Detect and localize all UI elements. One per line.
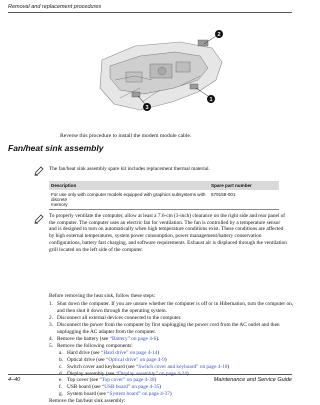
callout-1: [207, 95, 215, 103]
callout-3: [143, 103, 151, 111]
optical-drive-link[interactable]: “Optical drive” on page 4-9: [105, 356, 165, 363]
sub-list-item: b. Optical drive (see “Optical drive” on page 4-9): [59, 356, 167, 363]
ventilation-note: To properly ventilate the computer, allow at least a 7.6-cm (3-inch) clearance on the right side and rear panel of the computer. The computer uses an electric fan for ventilation. The fan is controlled by a temperature sensor and is designed to turn on automatically when high temperature conditions exist. These conditions are affected by high external temperatures, system power consumption, power management/battery conservation configurations, battery fast charging, and software requirements. Exhaust air is displaced through the ventilation grill located on the left side of the computer.: [49, 213, 287, 253]
before-removing-text: Before removing the heat sink, follow these steps:: [49, 293, 156, 299]
system-board-link[interactable]: “System board” on page 4-37: [107, 391, 170, 398]
usb-board-link[interactable]: “USB board” on page 4-35: [101, 384, 160, 391]
svg-text:2: 2: [217, 32, 221, 38]
table-cell-description: For use only with computer models equipped with graphics subsystems with discrete memory: [51, 192, 206, 207]
system-board-illustration: [80, 18, 230, 130]
top-cover-link[interactable]: “Top cover” on page 4-30: [99, 377, 155, 384]
list-item-continuation: unplugging the AC adapter from the computer.: [57, 328, 157, 335]
table-cell-part-number: 579158-001: [211, 192, 236, 197]
sub-list-item: d. Display assembly (see “Display assembly” on page 4-24): [59, 370, 189, 377]
sub-list-item: g. System board (see “System board” on page 4-37): [59, 391, 172, 398]
svg-text:1: 1: [209, 97, 213, 103]
page-number: 4–40: [8, 377, 21, 383]
spare-parts-table: [49, 181, 279, 210]
section-title: Fan/heat sink assembly: [8, 143, 104, 153]
note-pencil-icon: [34, 163, 44, 181]
list-item: 1. Shut down the computer. If you are unsure whether the computer is off or in Hibernation, turn the computer on,: [49, 301, 294, 307]
list-item: 5. Remove the following components:: [49, 342, 133, 349]
sub-list-item: c. Switch cover and keyboard (see “Switch cover and keyboard” on page 4-18): [59, 363, 230, 370]
list-item: 2. Disconnect all external devices connected to the computer.: [49, 314, 182, 321]
battery-link[interactable]: “Battery” on page 4-6: [109, 335, 157, 342]
switch-cover-keyboard-link[interactable]: “Switch cover and keyboard” on page 4-18: [135, 363, 228, 370]
list-item-continuation: and then shut it down through the operating system.: [57, 307, 167, 314]
sub-list-item: e. Top cover (see “Top cover” on page 4-30): [59, 377, 157, 384]
sub-list-item: a. Hard drive (see “Hard drive” on page 4-14): [59, 349, 160, 356]
running-header: Removal and replacement procedures: [8, 4, 102, 10]
column-header-spare-part: Spare part number: [211, 183, 252, 188]
note-pencil-icon: [34, 211, 44, 229]
display-assembly-link[interactable]: “Display assembly” on page 4-24: [115, 370, 187, 377]
header-rule: [8, 12, 292, 13]
note-text: The fan/heat sink assembly spare kit includes replacement thermal material.: [49, 166, 210, 172]
list-item: 4. Remove the battery (see “Battery” on page 4-6).: [49, 335, 160, 342]
table-row: [49, 190, 279, 210]
footer-rule: [8, 374, 292, 375]
callout-2: [215, 30, 223, 38]
list-item: 3. Disconnect the power from the computer by first unplugging the power cord from the AC outlet and then: [49, 321, 280, 328]
procedure-steps: [49, 301, 294, 405]
final-instruction: Remove the fan/heat sink assembly:: [49, 398, 126, 405]
reverse-procedure-text: Reverse this procedure to install the modem module cable.: [60, 133, 192, 139]
table-header-row: [49, 181, 279, 190]
sub-list-item: f. USB board (see “USB board” on page 4-35): [59, 384, 162, 391]
column-header-description: Description: [51, 183, 77, 188]
svg-text:3: 3: [145, 105, 149, 111]
guide-title: Maintenance and Service Guide: [213, 377, 292, 383]
hard-drive-link[interactable]: “Hard drive” on page 4-14: [100, 349, 158, 356]
